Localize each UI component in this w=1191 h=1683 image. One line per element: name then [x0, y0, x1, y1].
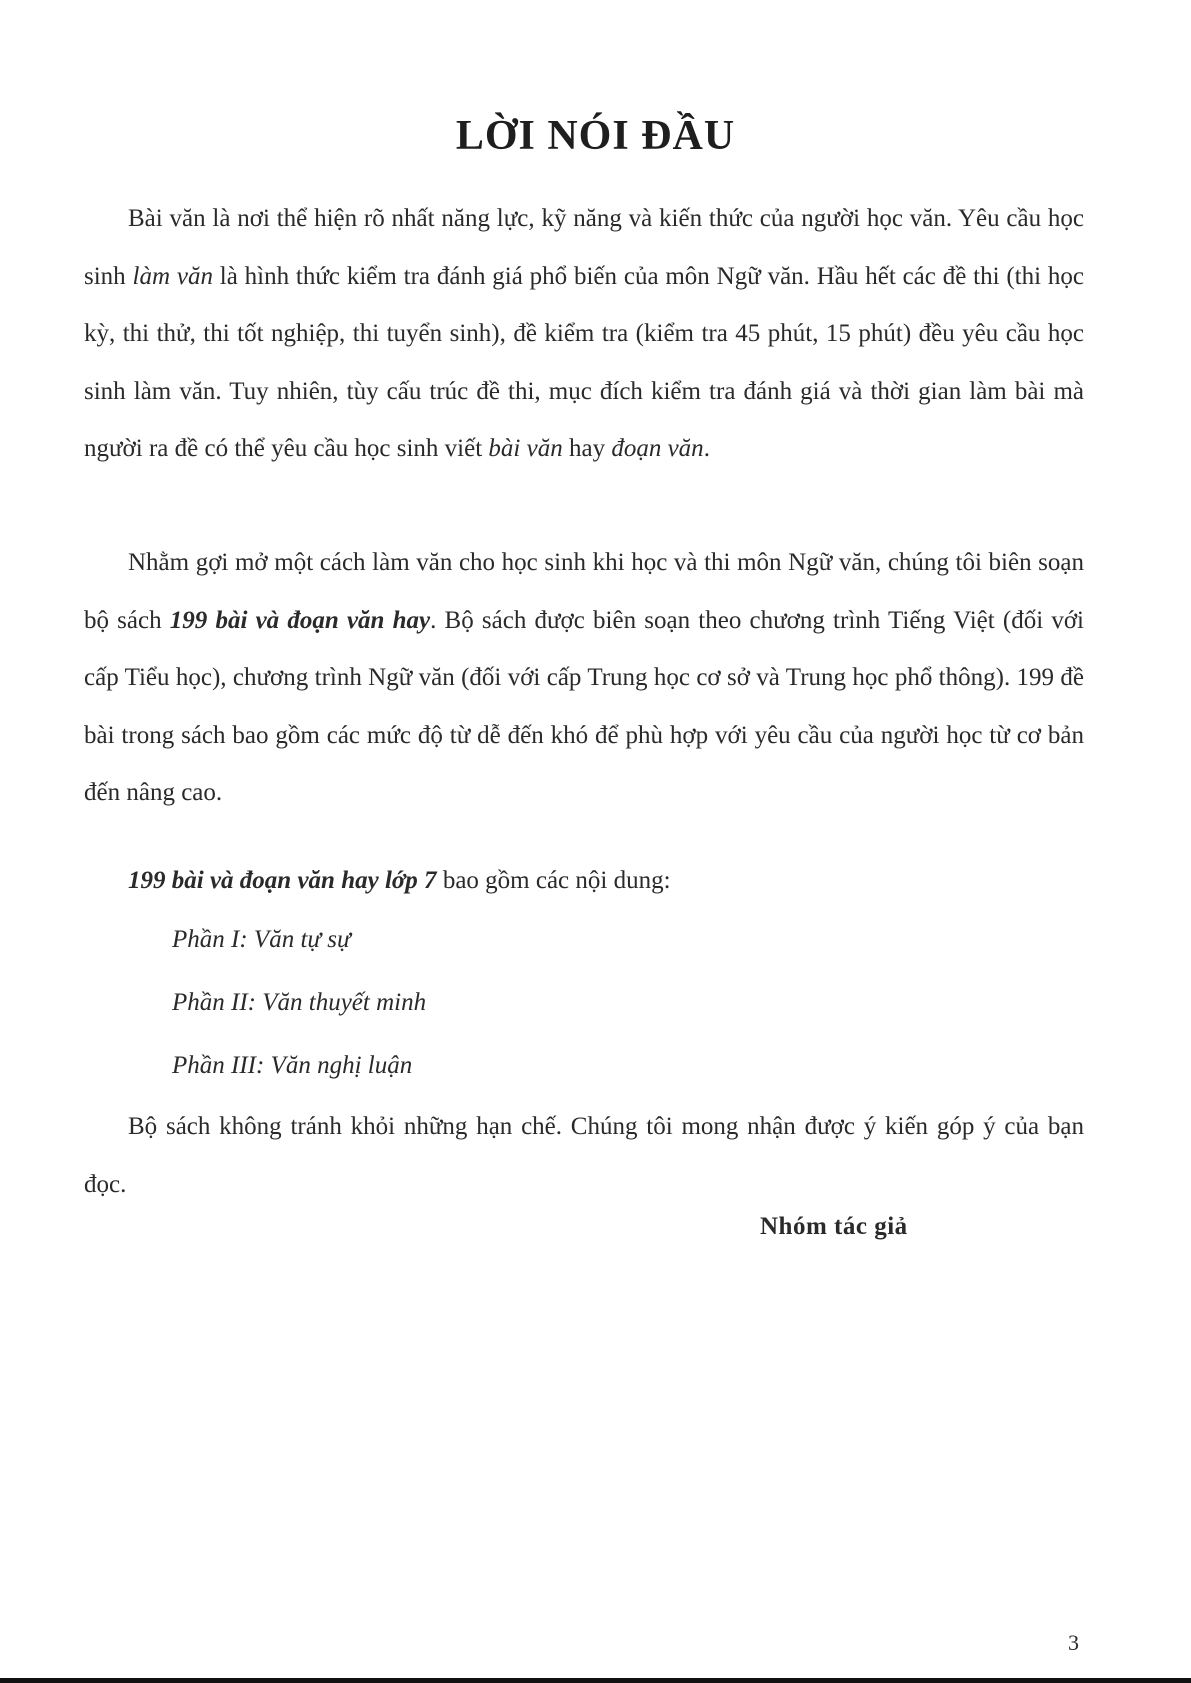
paragraph-purpose-text-2: . Bộ sách được biên soạn theo chương trình Tiếng Việt (đối với cấp Tiểu học), chương trình Ngữ văn (đối với cấp Trung học cơ sở và Trung học phổ thông). 199 đề bài trong sách bao gồm các mức độ từ dễ đến khó để phù hợp với yêu cầu của người học từ cơ bản đến nâng cao. — [84, 606, 1084, 806]
book-title-emphasis: 199 bài và đoạn văn hay — [169, 606, 431, 634]
page-bottom-edge — [0, 1678, 1191, 1683]
section-item-1: Phần I: Văn tự sự — [172, 926, 351, 953]
paragraph-intro-italic-lam-van: làm văn — [132, 262, 213, 290]
paragraph-intro — [84, 190, 1084, 478]
paragraph-intro-italic-bai-van: bài văn — [488, 435, 563, 462]
paragraph-intro-text-2: là hình thức kiểm tra đánh giá phổ biến của môn Ngữ văn. Hầu hết các đề thi (thi học kỳ, thi thử, thi tốt nghiệp, thi tuyển sinh), đề kiểm tra (kiểm tra 45 phút, 15 phút) đều yêu cầu học sinh làm văn. Tuy nhiên, tùy cấu trúc đề thi, mục đích kiểm tra đánh giá và thời gian làm bài mà người ra đề có thể yêu cầu học sinh viết — [84, 262, 1084, 462]
paragraph-intro-italic-doan-van: đoạn văn — [611, 435, 704, 462]
paragraph-contents — [84, 852, 1084, 910]
page-number: 3 — [1068, 1630, 1079, 1655]
paragraph-intro-text-4: . — [703, 435, 710, 462]
paragraph-intro-text-1: Bài văn là nơi thể hiện rõ nhất năng lực, kỹ năng và kiến thức của người học văn. Yêu cầu học sinh — [84, 205, 1084, 290]
section-list — [172, 908, 426, 1097]
paragraph-purpose — [84, 534, 1084, 822]
paragraph-purpose-text-1: Nhằm gợi mở một cách làm văn cho học sinh khi học và thi môn Ngữ văn, chúng tôi biên soạn bộ sách — [84, 549, 1084, 634]
paragraph-closing: Bộ sách không tránh khỏi những hạn chế. Chúng tôi mong nhận được ý kiến góp ý của bạn đọc. — [84, 1113, 1084, 1198]
paragraph-intro-text-3: hay — [562, 435, 612, 462]
book-title-grade-7: 199 bài và đoạn văn hay lớp 7 — [128, 867, 437, 894]
page-title: LỜI NÓI ĐẦU — [455, 113, 736, 159]
author-signature: Nhóm tác giả — [760, 1213, 908, 1240]
paragraph-contents-text: bao gồm các nội dung: — [436, 867, 671, 894]
section-item-2: Phần II: Văn thuyết minh — [172, 989, 427, 1016]
section-item-3: Phần III: Văn nghị luận — [172, 1052, 413, 1079]
